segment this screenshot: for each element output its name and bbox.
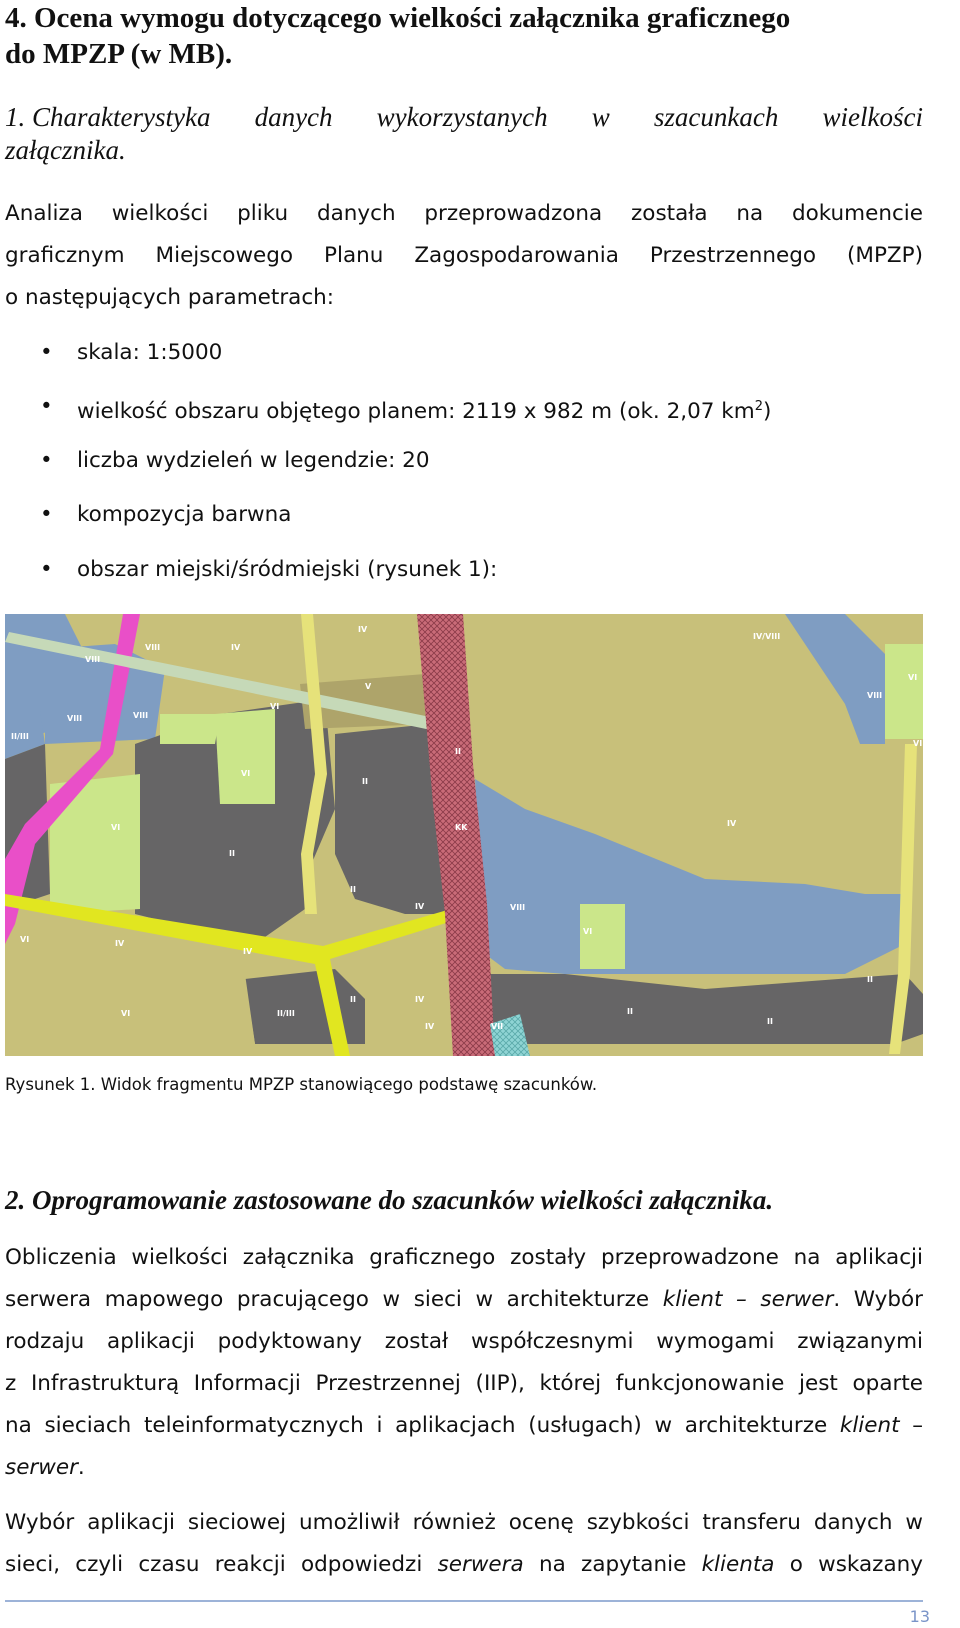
bullet-text <box>77 392 771 427</box>
map-label: VI <box>583 927 593 936</box>
section-2-heading: 2. Oprogramowanie zastosowane do szacunków wielkości załącznika. <box>5 1185 774 1215</box>
bullet-text-end: ) <box>762 399 772 425</box>
map-label: IV <box>231 643 241 652</box>
intro-line: o następujących parametrach: <box>5 285 335 310</box>
map-label: VI <box>111 823 121 832</box>
map-label: II <box>350 995 356 1004</box>
map-label: IV <box>115 939 125 948</box>
body-text-italic: serwera <box>437 1552 524 1577</box>
body-text: na sieciach teleinformatycznych i aplikacjach (usługach) w architekturze <box>5 1413 840 1438</box>
bullet-icon: • <box>40 557 53 582</box>
intro-line: Analiza wielkości pliku danych przeprowadzona została na dokumencie <box>5 201 923 226</box>
superscript: 2 <box>754 399 763 414</box>
intro-line: graficznym Miejscowego Planu Zagospodarowania Przestrzennego (MPZP) <box>5 243 923 268</box>
figure-caption: Rysunek 1. Widok fragmentu MPZP stanowiącego podstawę szacunków. <box>5 1075 598 1094</box>
body-text: . <box>77 1455 85 1480</box>
page-number: 13 <box>909 1607 930 1626</box>
map-label: IV <box>243 947 253 956</box>
map-label: V <box>365 682 372 691</box>
map-label: II <box>767 1017 773 1026</box>
map-label: VI <box>908 673 918 682</box>
map-label: IV/VIII <box>753 632 781 641</box>
subheading-word: 1. Charakterystyka <box>5 102 211 132</box>
map-label: IV <box>415 995 425 1004</box>
section-heading: 4. Ocena wymogu dotyczącego wielkości załącznika graficznego <box>5 2 791 34</box>
map-label: VIII <box>510 903 526 912</box>
map-zone-light-green <box>160 714 220 744</box>
body-line <box>5 1447 923 1489</box>
map-label: VI <box>241 769 251 778</box>
map-label: II <box>867 975 873 984</box>
bullet-text: kompozycja barwna <box>77 502 292 527</box>
bullet-text: obszar miejski/śródmiejski (rysunek 1): <box>77 557 498 582</box>
body-text: o wskazany <box>774 1552 923 1577</box>
bullet-icon: • <box>40 394 53 419</box>
bullet-text-main: wielkość obszaru objętego planem: 2119 x 982 m (ok. 2,07 km <box>77 399 755 425</box>
body-line <box>5 1544 923 1586</box>
map-label: II <box>627 1007 633 1016</box>
map-label: VIII <box>85 655 101 664</box>
map-label: II <box>362 777 368 786</box>
map-label: IV <box>727 819 737 828</box>
body-text: na zapytanie <box>523 1552 702 1577</box>
bullet-text: liczba wydzieleń w legendzie: 20 <box>77 448 430 473</box>
body-line: Wybór aplikacji sieciowej umożliwił również ocenę szybkości transferu danych w <box>5 1510 923 1535</box>
bullet-text: skala: 1:5000 <box>77 340 223 365</box>
map-label: VI <box>20 935 30 944</box>
map-label: IV <box>358 625 368 634</box>
section-heading-cont: do MPZP (w MB). <box>5 38 233 70</box>
map-label: IV <box>415 902 425 911</box>
footer-divider <box>5 1600 923 1602</box>
map-label: II <box>350 885 356 894</box>
map-label: II <box>229 849 235 858</box>
subheading-word: w <box>591 102 610 132</box>
map-label: II <box>455 747 461 756</box>
map-label: VI <box>121 1009 131 1018</box>
subheading-word: szacunkach <box>653 102 779 132</box>
subheading-word: danych <box>254 102 333 132</box>
map-label: VI <box>913 739 923 748</box>
subheading <box>5 101 923 133</box>
map-label: VIII <box>67 714 83 723</box>
body-text: serwera mapowego pracującego w sieci w architekturze <box>5 1287 663 1312</box>
body-line: z Infrastrukturą Informacji Przestrzennej (IIP), której funkcjonowanie jest oparte <box>5 1371 923 1396</box>
bullet-icon: • <box>40 448 53 473</box>
map-zone-light-green <box>215 709 275 804</box>
body-line: rodzaju aplikacji podyktowany został współczesnymi wymogami związanymi <box>5 1329 923 1354</box>
body-text-italic: klienta <box>701 1552 775 1577</box>
body-text: sieci, czyli czasu reakcji odpowiedzi <box>5 1552 438 1577</box>
body-line <box>5 1279 923 1321</box>
body-line: Obliczenia wielkości załącznika graficznego zostały przeprowadzone na aplikacji <box>5 1245 923 1270</box>
body-text-italic: serwer <box>5 1455 78 1480</box>
map-label: VIII <box>145 643 161 652</box>
map-label: VIII <box>867 691 883 700</box>
bullet-icon: • <box>40 340 53 365</box>
subheading-cont: załącznika. <box>5 135 126 165</box>
map-label: II/III <box>277 1009 295 1018</box>
map-label: VI <box>270 702 280 711</box>
subheading-word: wykorzystanych <box>376 102 548 132</box>
map-zone-light-green <box>580 904 625 969</box>
mpzp-map-image <box>5 614 923 1056</box>
subheading-word: wielkości <box>822 102 923 132</box>
body-text: . Wybór <box>833 1287 923 1312</box>
map-label: II/III <box>11 732 29 741</box>
map-label: VII <box>491 1022 504 1031</box>
body-line <box>5 1405 923 1447</box>
body-text-italic: klient – serwer <box>662 1287 834 1312</box>
map-label: IV <box>425 1022 435 1031</box>
map-label: KK <box>455 823 468 832</box>
map-zone-light-green <box>885 644 923 739</box>
body-text-italic: klient <box>839 1413 900 1438</box>
map-label: VIII <box>133 711 149 720</box>
bullet-icon: • <box>40 502 53 527</box>
body-text: – <box>899 1413 923 1438</box>
